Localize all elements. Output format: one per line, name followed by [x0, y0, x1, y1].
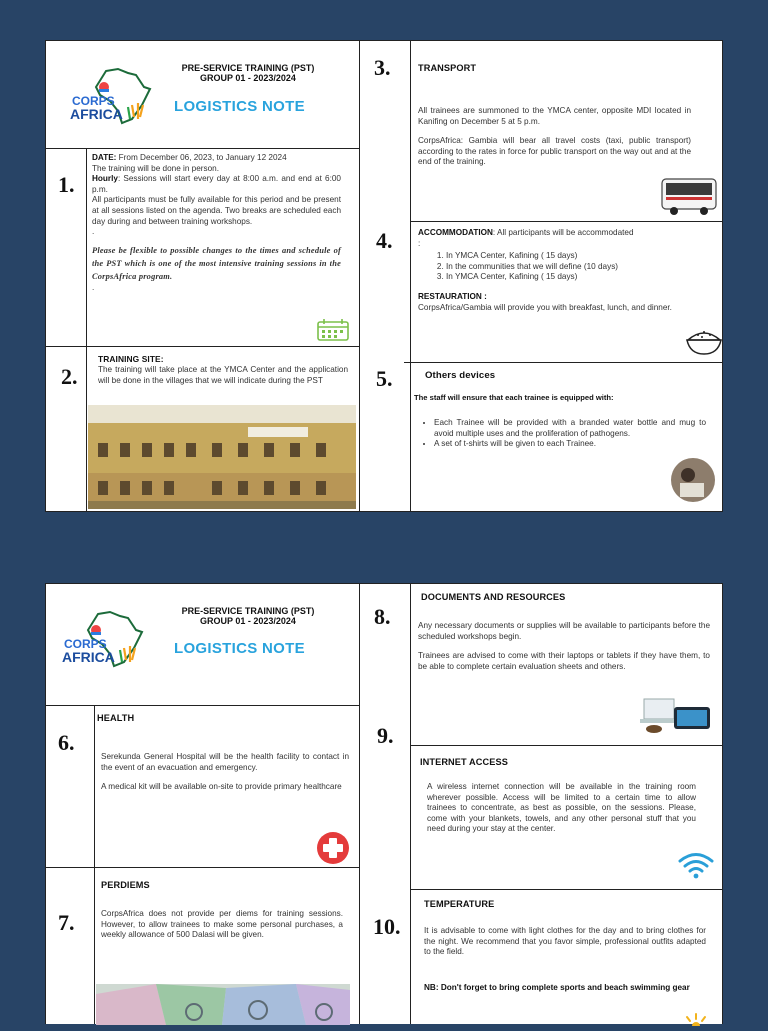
row-divider: [410, 889, 722, 890]
others-devices-subtitle: The staff will ensure that each trainee is equipped with:: [414, 393, 614, 402]
section-number-7: 7.: [58, 910, 75, 935]
internet-access-text: A wireless internet connection will be available in the training room wherever possible. Access will be limited to a certain time to allow trainees to concentrate, as best as possible, on the sessions. Please, come with your blankets, towels, and any other personal stuff that you need during your stay at the center.: [427, 782, 696, 834]
section-number-9: 9.: [377, 723, 394, 748]
svg-text:CORPS: CORPS: [72, 94, 115, 108]
temperature-nb-note: NB: Don't forget to bring complete sports and beach swimming gear: [424, 983, 690, 992]
documents-resources-title: DOCUMENTS AND RESOURCES: [421, 592, 566, 602]
column-divider: [359, 584, 360, 1024]
training-site-text: The training will take place at the YMCA Center and the application will be done in the villages that we will indicate during the PST: [98, 365, 348, 385]
transport-title: TRANSPORT: [418, 63, 477, 73]
column-divider: [359, 41, 360, 511]
sun-icon: [682, 1012, 710, 1031]
logistics-note-title: LOGISTICS NOTE: [174, 640, 305, 657]
documents-resources-text: Any necessary documents or supplies will be available to participants before the scheduled workshops begin. Trainees are advised to come with their laptops or tablets if they have them, to be able to complete certain evaluation sheets and others.: [418, 621, 710, 671]
svg-text:AFRICA: AFRICA: [70, 106, 123, 122]
medical-cross-icon: [316, 831, 350, 870]
others-devices-list: • Each Trainee will be provided with a branded water bottle and mug to avoid multiple uses and the proliferation of pathogens. • A set of t-shirts will be given to each Trainee.: [422, 414, 706, 450]
row-divider: [46, 867, 359, 868]
svg-text:CORPS: CORPS: [64, 637, 107, 651]
internet-access-title: INTERNET ACCESS: [420, 757, 508, 767]
perdiems-text: CorpsAfrica does not provide per diems for training sessions. However, to allow trainees to make some personal purchases, a weekly allowance of 500 Dalasi will be given.: [101, 909, 343, 940]
training-heading: PRE-SERVICE TRAINING (PST) GROUP 01 - 2023/2024: [181, 63, 315, 83]
temperature-text: It is advisable to come with light clothes for the day and to bring clothes for the night. We recommend that you favor simple, professional outfits adapted to the field.: [424, 926, 706, 957]
column-divider-right: [410, 584, 411, 1024]
ymca-building-photo: [88, 405, 356, 509]
section-number-4: 4.: [376, 228, 393, 253]
margin-line: [94, 706, 95, 1024]
logistics-page-1: [45, 40, 723, 512]
transport-text: All trainees are summoned to the YMCA center, opposite MDI located in Kanifing on December 5 at 5 p.m. CorpsAfrica: Gambia will bear all travel costs (taxi, public transport) according to the rates in force for public transport on the way out and at the end of the training.: [418, 106, 691, 167]
row-divider: [46, 705, 359, 706]
corpsafrica-logo: [58, 608, 148, 670]
rice-bowl-icon: [684, 324, 724, 363]
laptop-tablet-icon: [638, 693, 716, 746]
row-divider: [46, 148, 359, 149]
section-number-5: 5.: [376, 366, 393, 391]
training-site-title: TRAINING SITE:: [98, 354, 164, 364]
accommodation-text: ACCOMMODATION: All participants will be accommodated : 1. In YMCA Center, Kafining ( 15 days) 2. In the communities that we will define (10 days) 3. In YMCA Center, Kafining ( 15 days) RESTAURATION : CorpsAfrica/Gambia will provide you with breakfast, lunch, and dinner.: [418, 228, 694, 313]
health-title: HEALTH: [97, 713, 135, 723]
temperature-title: TEMPERATURE: [424, 899, 495, 909]
section-number-1: 1.: [58, 172, 75, 197]
row-divider: [404, 362, 722, 363]
perdiems-title: PERDIEMS: [101, 880, 150, 890]
trainee-photo: [670, 457, 716, 508]
section-number-3: 3.: [374, 55, 391, 80]
section-number-2: 2.: [61, 364, 78, 389]
dalasi-banknotes-photo: [96, 984, 350, 1025]
logistics-note-title: LOGISTICS NOTE: [174, 98, 305, 115]
svg-text:AFRICA: AFRICA: [62, 649, 115, 665]
training-heading: PRE-SERVICE TRAINING (PST) GROUP 01 - 2023/2024: [181, 606, 315, 626]
section-1-text: DATE: From December 06, 2023, to January 12 2024 The training will be done in person. Hourly: Sessions will start every day at 8:00 a.m. and end at 6:00 p.m. All participants must be fully available for this period and be present at all sessions listed on the agenda. Two breaks are scheduled each day during and between training workshops. . Please be flexible to possible changes to the times and schedule of the PST which is one of the most intensive training sessions in the CorpsAfrica program. .: [92, 153, 341, 292]
calendar-icon: [316, 318, 350, 347]
column-divider-right: [410, 41, 411, 511]
wifi-icon: [676, 850, 716, 885]
margin-line: [86, 149, 87, 511]
logistics-page-2: [45, 583, 723, 1024]
section-number-6: 6.: [58, 730, 75, 755]
bus-icon: [658, 175, 720, 224]
others-devices-title: Others devices: [425, 370, 496, 381]
corpsafrica-logo: [66, 65, 156, 127]
health-text: Serekunda General Hospital will be the health facility to contact in the event of an evacuation and emergency. A medical kit will be available on-site to provide primary healthcare: [101, 752, 349, 792]
section-number-8: 8.: [374, 604, 391, 629]
row-divider: [46, 346, 359, 347]
accommodation-list: 1. In YMCA Center, Kafining ( 15 days) 2. In the communities that we will define (10 days) 3. In YMCA Center, Kafining ( 15 days): [418, 251, 694, 283]
section-number-10: 10.: [373, 914, 401, 939]
